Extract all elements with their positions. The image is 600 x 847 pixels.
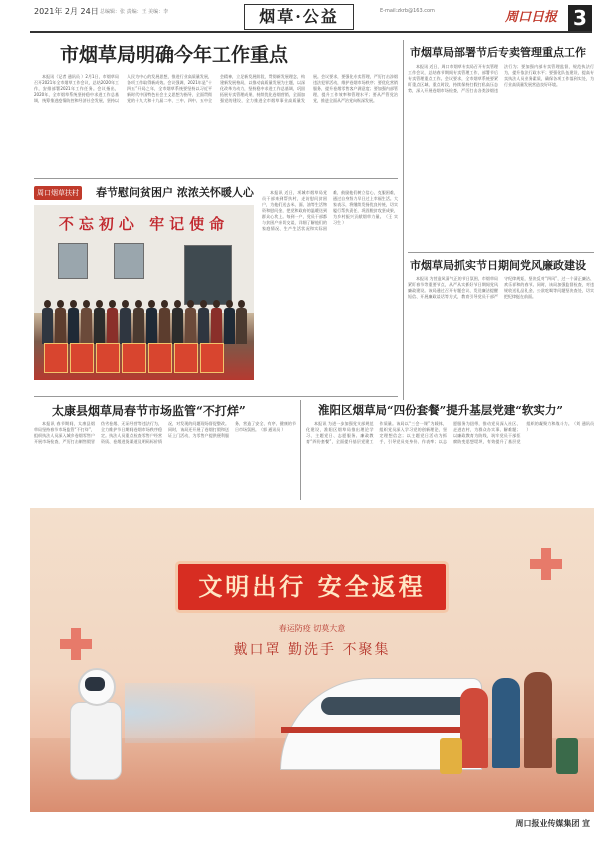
article1-body — [34, 74, 398, 174]
traveler-icon — [492, 678, 520, 768]
gift-boxes — [44, 343, 244, 373]
luggage-icon — [440, 738, 462, 774]
banner-ribbon — [178, 564, 446, 610]
traveler-icon — [524, 672, 552, 768]
article2-body — [262, 190, 398, 390]
editor-credits: 总编辑：张 责编：王 美编：李 — [100, 9, 169, 15]
sponsor-suffix: 宣 — [582, 819, 590, 828]
article6-text: 本报讯 为进一步加强党支部规范化建设，淮阳区烟草局推出理论学习、主题党日、志愿服务、廉政教育“四份套餐”，全面提升基层党建工作质量。该局以“三会一课”为载体，组织党员深入学习党的创新理论，坚定理想信念；以主题党日活动为抓手，引导党员亮身份、作表率；以志愿服务为纽带，推动党员深入社区、走进农村，为群众办实事、解难题；以廉政教育为防线，筑牢党员干部拒腐防变思想堤坝，有效提升了基层党组织的凝聚力和战斗力。（刘 通讯员 ） — [306, 421, 594, 444]
article5-title: 市烟草局抓实节日期间党风廉政建设 — [410, 259, 586, 272]
article4-body — [408, 64, 594, 248]
charity-photo — [34, 205, 254, 380]
article2-title: 春节慰问贫困户 浓浓关怀暖人心 — [96, 186, 254, 199]
protective-suit-worker-icon — [60, 668, 130, 778]
page-header — [0, 0, 600, 34]
page-number: 3 — [568, 5, 592, 31]
issue-date: 2021年 2月 24日 — [34, 7, 99, 16]
column-divider — [403, 40, 404, 400]
traveler-icon — [460, 688, 488, 768]
photo-tag: 周口烟草扶村 — [34, 186, 82, 200]
luggage-icon — [556, 738, 578, 774]
divider — [34, 396, 398, 397]
contact-email: E-mail:zkrb@163.com — [380, 8, 435, 14]
photo-door — [184, 245, 232, 305]
article1-text: 本报讯（记者 通讯员 ）2月1日，市烟草局召开2021年全市烟草工作会议，总结2020年工作，安排部署2021年工作任务。会议指出，2020年，全市烟草系统坚持稳中求进工作总基调，统筹推进疫情防控和经济社会发展，坚持以人民为中心的发展思想，推进行业高质量发展，各项工作取得新成效。会议强调，2021年是“十四五”开局之年，全市烟草系统要坚持以习近平新时代中国特色社会主义思想为指导，全面贯彻党的十九大和十九届二中、三中、四中、五中全会精神，立足新发展阶段，贯彻新发展理念，构建新发展格局，以推动高质量发展为主题，以深化改革为动力，坚持稳中求进工作总基调，巩固拓展专卖管理成果，持续优化卷烟营销，全面加强党的建设，全力推进全市烟草事业高质量发展。会议要求，要强化专卖管理，严厉打击涉烟违法犯罪活动，维护卷烟市场秩序；要优化营销服务，提升卷烟零售客户满意度；要加强内部管理，提升工作效率和管理水平；要从严管党治党，推进全面从严治党向纵深发展。 — [34, 74, 398, 103]
column-divider — [300, 400, 301, 500]
header-rule — [30, 31, 592, 33]
banner-title: 文明出行 安全返程 — [198, 572, 426, 601]
banner-slogan: 戴口罩 勤洗手 不聚集 — [233, 642, 391, 658]
newspaper-logo: 周口日报 — [505, 10, 558, 25]
sponsor-credit — [0, 818, 590, 829]
photo-slogan: 不忘初心 牢记使命 — [58, 215, 230, 233]
divider — [408, 252, 594, 253]
edition-title: 烟草·公益 — [244, 4, 354, 30]
medical-cross-icon — [530, 548, 562, 580]
article2-text: 本报讯 近日，项城市烟草局党员干部来到帮扶村，走访慰问贫困户，为他们送去米、面、油等生活物资和慰问金，把党和政府的温暖送到群众心坎上。每到一户，党员干部都与贫困户亲切交谈，详细了解他们的家庭情况、生产生活状况和实际困难，鼓励他们树立信心，克服困难，通过自身努力早日过上幸福生活。大家表示，将继续发扬优良传统，切实履行帮扶责任，巩固脱贫攻坚成果，为乡村振兴贡献烟草力量。（王 实习生 ） — [262, 190, 398, 231]
photo-window — [58, 243, 88, 279]
article4-title: 市烟草局部署节后专卖管理重点工作 — [410, 46, 586, 59]
disinfectant-spray-icon — [125, 683, 255, 743]
article4-text: 本报讯 近日，周口市烟草专卖局召开专卖管理工作会议，总结春节期间专卖管理工作，部署节后专卖管理重点工作。会议要求，全市烟草系统要紧盯重点区域、重点时段，持续保持打假打私高压态势，深入开展卷烟市场检查，严厉打击各类涉烟违法行为；要加强内部专卖管理监督，规范执法行为，提升依法行政水平；要强化队伍建设，提高专卖执法人员业务素质，确保各项工作落到实处，为行业高质量发展营造良好环境。 — [408, 64, 594, 93]
photo-crowd — [40, 300, 248, 344]
public-service-banner — [30, 508, 594, 812]
article3-body — [34, 421, 296, 499]
article1-title: 市烟草局明确今年工作重点 — [60, 44, 289, 66]
divider — [34, 178, 398, 179]
article3-text: 本报讯 春节期间，太康县烟草局坚持春节市场监管“不打烊”，组织执法人员深入城乡卷烟零售户开展市场检查，严厉打击制售假冒伪劣卷烟、无证经营等违法行为，全力维护节日期间卷烟市场秩序稳定。执法人员重点检查零售户经营资质、卷烟进货渠道及明码标价情况，对发现的问题现场督促整改。同时，该局还开展了卷烟打假和送证上门活动，为零售户提供便利服务，营造了安全、有序、健康的节日市场氛围。（郭 通讯员 ） — [34, 421, 296, 444]
article3-title: 太康县烟草局春节市场监管“不打烊” — [52, 404, 246, 418]
article6-body — [306, 421, 594, 499]
banner-subtitle: 春运防疫 切莫大意 — [278, 624, 346, 633]
sponsor-name: 周口报业传媒集团 — [515, 819, 580, 828]
article5-text: 本报讯 为营造风清气正的节日氛围，市烟草局紧盯春节等重要节点，从严从实抓好节日期间党风廉政建设。该局通过召开专题会议、发送廉洁提醒短信、开展廉政谈话等方式，教育引导党员干部严守纪律规矩，坚决反对“四风”，过一个清正廉洁、欢乐祥和的春节。同时，该局加强监督检查，对违规收送礼品礼金、公款吃喝等问题坚决查处，切实把纪律挺在前面。 — [408, 276, 594, 299]
article6-title: 淮阳区烟草局“四份套餐”提升基层党建“软实力” — [318, 403, 563, 417]
article5-body — [408, 276, 594, 392]
photo-window — [114, 243, 144, 279]
